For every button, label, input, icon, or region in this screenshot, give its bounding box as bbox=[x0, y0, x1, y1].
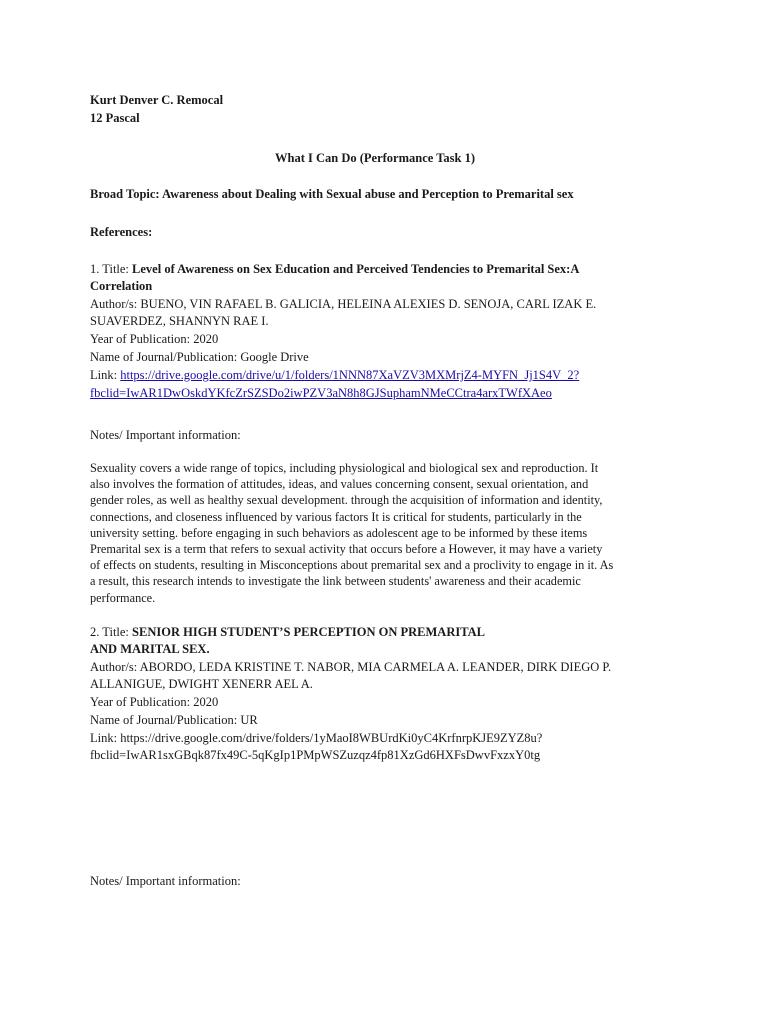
ref1-link[interactable]: https://drive.google.com/drive/u/1/folders/1NNN87XaVZV3MXMrjZ4-MYFN_Jj1S4V_2? bbox=[120, 368, 580, 382]
class-section: 12 Pascal bbox=[90, 111, 140, 125]
ref1-link-line1 bbox=[90, 367, 579, 384]
notes-line: of effects on students, resulting in Misconceptions about premarital sex and a proclivity to engage in it. As bbox=[90, 558, 614, 573]
ref1-title-prefix: 1. Title: bbox=[90, 262, 129, 276]
ref1-year: Year of Publication: 2020 bbox=[90, 332, 219, 346]
ref1-authors-line1: Author/s: BUENO, VIN RAFAEL B. GALICIA, HELEINA ALEXIES D. SENOJA, CARL IZAK E. bbox=[90, 297, 597, 311]
references-heading: References: bbox=[90, 225, 153, 239]
ref1-link-label: Link: bbox=[90, 368, 118, 382]
ref1-title-line2: Correlation bbox=[90, 279, 153, 293]
ref1-link-line2-wrap bbox=[90, 385, 552, 402]
ref2-title-text: SENIOR HIGH STUDENT’S PERCEPTION ON PREMARITAL bbox=[132, 625, 485, 639]
ref1-title-line1 bbox=[90, 261, 579, 278]
page-title: What I Can Do (Performance Task 1) bbox=[275, 151, 475, 165]
notes-line: Sexuality covers a wide range of topics, including physiological and biological sex and reproduction. It bbox=[90, 461, 599, 475]
notes-line: Premarital sex is a term that refers to sexual activity that occurs before a However, it may have a variety bbox=[90, 542, 603, 557]
ref2-link-line2: fbclid=IwAR1sxGBqk87fx49C-5qKgIp1PMpWSZuzqz4fp81XzGd6HXFsDwvFxzxY0tg bbox=[90, 748, 541, 762]
ref2-title-line1 bbox=[90, 624, 485, 641]
ref1-authors-line2: SUAVERDEZ, SHANNYN RAE I. bbox=[90, 314, 269, 328]
ref2-journal: Name of Journal/Publication: UR bbox=[90, 713, 258, 727]
notes-line: also involves the formation of attitudes, ideas, and values concerning consent, sexual orientation, and bbox=[90, 477, 589, 492]
notes-line: gender roles, as well as healthy sexual development. through the acquisition of information and identity, bbox=[90, 493, 603, 508]
author-name: Kurt Denver C. Remocal bbox=[90, 93, 224, 107]
notes-line: a result, this research intends to investigate the link between students' awareness and their academic bbox=[90, 574, 581, 589]
ref2-title-prefix: 2. Title: bbox=[90, 625, 129, 639]
broad-topic-value: Awareness about Dealing with Sexual abuse and Perception to Premarital sex bbox=[162, 187, 574, 201]
ref1-title-text: Level of Awareness on Sex Education and Perceived Tendencies to Premarital Sex:A bbox=[132, 262, 580, 276]
ref2-link-line1: Link: https://drive.google.com/drive/folders/1yMaoI8WBUrdKi0yC4KrfnrpKJE9ZYZ8u? bbox=[90, 731, 543, 745]
broad-topic-label: Broad Topic: bbox=[90, 187, 160, 201]
ref1-notes-label: Notes/ Important information: bbox=[90, 428, 241, 442]
ref2-authors-line1: Author/s: ABORDO, LEDA KRISTINE T. NABOR, MIA CARMELA A. LEANDER, DIRK DIEGO P. bbox=[90, 660, 612, 674]
notes-line: university setting. before engaging in such behaviors as adolescent age to be informed by these items bbox=[90, 525, 588, 540]
ref1-journal: Name of Journal/Publication: Google Drive bbox=[90, 350, 309, 364]
ref2-notes-label: Notes/ Important information: bbox=[90, 874, 241, 888]
notes-line: performance. bbox=[90, 590, 156, 605]
broad-topic bbox=[90, 186, 574, 203]
ref1-link-continued[interactable]: fbclid=IwAR1DwOskdYKfcZrSZSDo2iwPZV3aN8h8GJSuphamNMeCCtra4arxTWfXAeo bbox=[90, 386, 552, 400]
ref1-notes-paragraph bbox=[90, 460, 672, 606]
notes-line: connections, and closeness influenced by various factors It is critical for students, particularly in the bbox=[90, 509, 582, 524]
ref2-title-line2: AND MARITAL SEX. bbox=[90, 642, 210, 656]
ref2-year: Year of Publication: 2020 bbox=[90, 695, 219, 709]
ref2-authors-line2: ALLANIGUE, DWIGHT XENERR AEL A. bbox=[90, 677, 313, 691]
